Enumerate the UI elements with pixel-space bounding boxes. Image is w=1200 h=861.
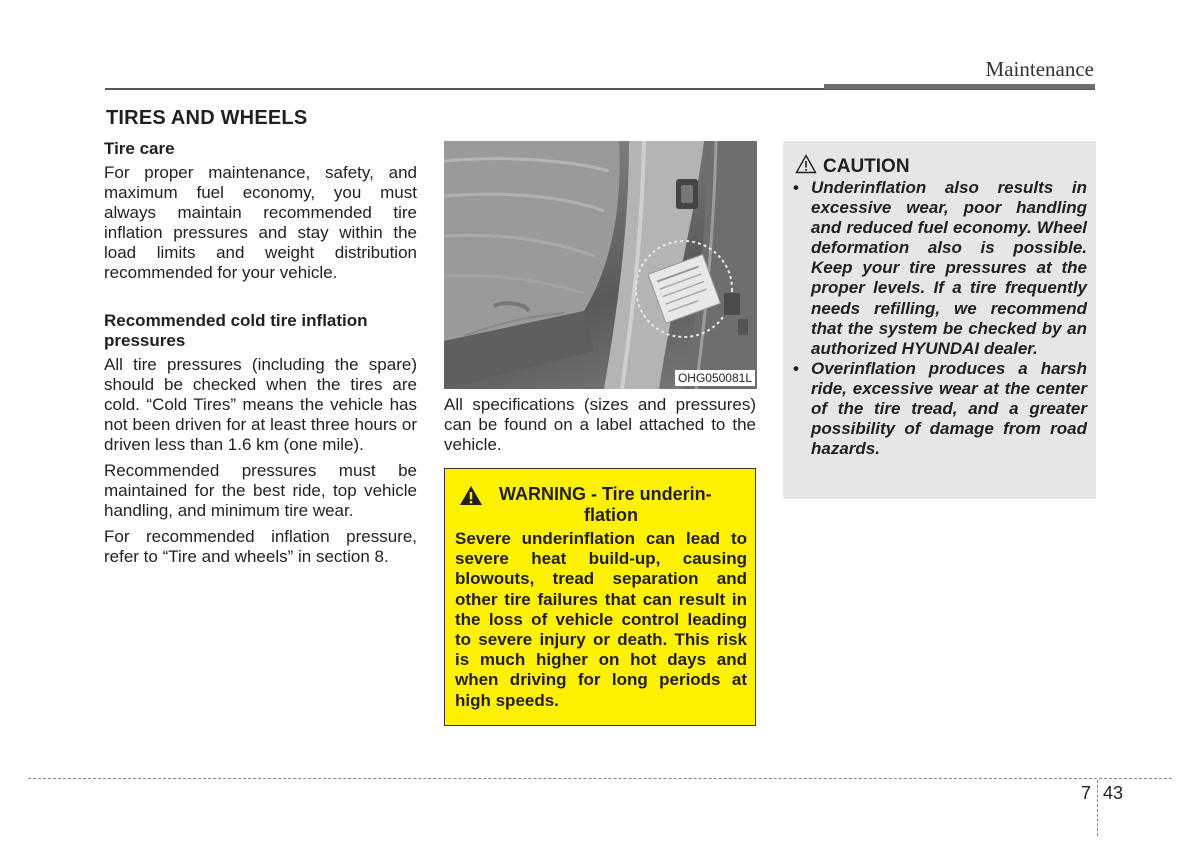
caution-list: [793, 178, 1087, 459]
door-pillar-illustration: [444, 141, 757, 389]
page-header-title: Maintenance: [985, 57, 1094, 81]
figure-caption: All specifications (sizes and pressures) can be found on a label attached to the vehicle.: [444, 395, 756, 454]
caution-title: CAUTION: [823, 156, 910, 177]
bullet-icon: •: [793, 178, 799, 197]
footer-divider: [28, 778, 1172, 779]
cold-pressure-paragraph-2: Recommended pressures must be maintained for the best ride, top vehicle handling, and minimum tire wear.: [104, 461, 417, 520]
caution-item: [793, 178, 1087, 359]
header-rule-accent: [824, 84, 1095, 89]
caution-heading: [795, 154, 910, 180]
figure-code: OHG050081L: [675, 370, 755, 386]
warning-title-line-2: flation: [584, 505, 638, 525]
left-column: [104, 139, 417, 573]
caution-item-text: Overinflation produces a harsh ride, excessive wear at the center of the tire tread, and a greater possibility of damage from road hazards.: [811, 358, 1087, 459]
bullet-icon: •: [793, 358, 799, 378]
warning-title-line-1: WARNING - Tire underin-: [499, 484, 712, 504]
page-number: 43: [1103, 783, 1124, 803]
cold-pressure-paragraph-1: All tire pressures (including the spare) should be checked when the tires are cold. “Cold Tires” means the vehicle has not been driven for at least three hours or driven less than 1.6 km (one mile).: [104, 355, 417, 454]
caution-item-text: Underinflation also results in excessive wear, poor handling and reduced fuel economy. Wheel deformation also is possible. Keep your tire pressures at the proper levels. If a tire frequently needs refilling, we recommend that the system be checked by an authorized HYUNDAI dealer.: [811, 178, 1087, 358]
tire-care-heading: Tire care: [104, 139, 175, 158]
cold-pressure-heading: Recommended cold tire inflation pressures: [104, 311, 368, 350]
section-title: TIRES AND WHEELS: [106, 107, 308, 129]
chapter-number: 7: [1081, 783, 1092, 803]
warning-body: Severe underinflation can lead to severe heat build-up, causing blowouts, tread separation and other tire failures that can result in the loss of vehicle control leading to severe injury or death. This risk is much higher on hot days and when driving for long periods at high speeds.: [455, 529, 747, 710]
caution-box: [783, 141, 1096, 499]
caution-triangle-icon: [795, 154, 817, 180]
tire-label-photo: [444, 141, 757, 389]
cold-pressure-paragraph-3: For recommended inflation pressure, refer to “Tire and wheels” in section 8.: [104, 527, 417, 566]
warning-box: [444, 468, 756, 726]
caution-item: [793, 359, 1087, 459]
footer-vertical-divider: [1097, 780, 1098, 836]
tire-care-paragraph: For proper maintenance, safety, and maximum fuel economy, you must always maintain recommended tire inflation pressures and stay within the load limits and weight distribution recommended for your vehicle.: [104, 163, 417, 282]
